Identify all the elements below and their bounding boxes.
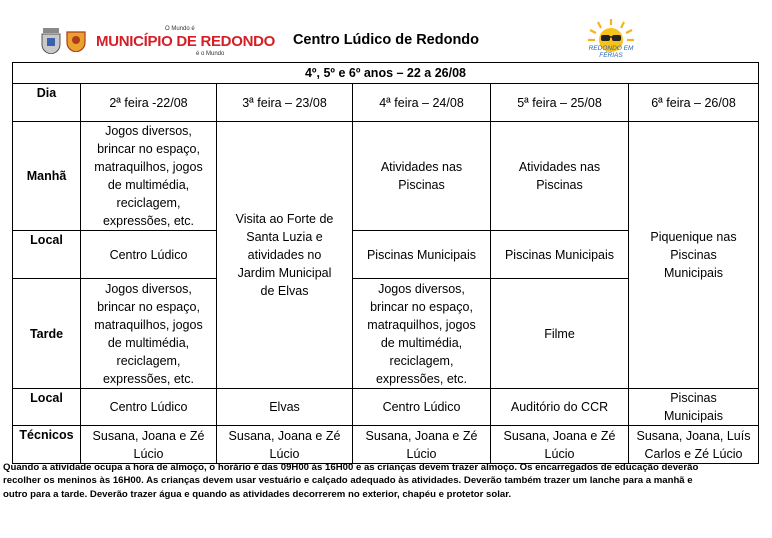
footer-line: outro para a tarde. Deverão trazer água e quando as atividades decorrerem no exterior, chapéu e protetor solar. — [3, 488, 512, 500]
cell-local-tarde-ter: Elvas — [217, 389, 353, 426]
logo-tagline-top: O Mundo é — [165, 26, 195, 32]
cell-manha-qua — [353, 122, 491, 231]
partner-logo-caption: REDONDO EM FÉRIAS — [588, 45, 634, 59]
cell-local-tarde-qua: Centro Lúdico — [353, 389, 491, 426]
cell-line: expressões, etc. — [375, 371, 467, 386]
schedule-table — [12, 62, 759, 464]
cell-line: Susana, Joana e Zé — [503, 428, 616, 443]
table-row — [13, 426, 759, 464]
row-label-tecnicos: Técnicos — [13, 426, 81, 464]
cell-line: Piscinas — [536, 178, 583, 192]
cell-line: Jardim Municipal — [237, 266, 332, 280]
cell-line: Atividades nas — [380, 160, 463, 174]
cell-line: Lúcio — [406, 446, 437, 461]
page-title: Centro Lúdico de Redondo — [292, 32, 480, 48]
cell-line: matraquilhos, jogos — [94, 160, 203, 174]
dia-header: Dia — [13, 84, 81, 122]
row-label-local: Local — [13, 389, 81, 426]
day-header: 6ª feira – 26/08 — [629, 84, 759, 122]
cell-tecnicos-ter — [217, 426, 353, 464]
cell-line: reciclagem, — [389, 353, 454, 368]
page-header — [0, 0, 772, 62]
cell-line: reciclagem, — [116, 196, 181, 210]
row-label-local: Local — [13, 231, 81, 279]
table-row — [13, 84, 759, 122]
cell-local-qua: Piscinas Municipais — [353, 231, 491, 279]
footer-notes — [3, 461, 769, 501]
cell-line: Susana, Joana e Zé — [365, 428, 478, 443]
cell-line: Carlos e Zé Lúcio — [644, 446, 743, 461]
cell-line: expressões, etc. — [102, 371, 194, 386]
cell-line: Lúcio — [269, 446, 300, 461]
cell-line: Piscinas — [670, 248, 717, 262]
cell-line: Municipais — [663, 266, 724, 280]
day-header: 3ª feira – 23/08 — [217, 84, 353, 122]
cell-line: Lúcio — [544, 446, 575, 461]
cell-manha-qui — [491, 122, 629, 231]
cell-ter-full — [217, 122, 353, 389]
cell-line: Atividades nas — [518, 160, 601, 174]
cell-line: Municipais — [663, 409, 724, 423]
cell-line: Susana, Joana e Zé — [92, 428, 205, 443]
cell-line: Jogos diversos, — [105, 281, 192, 296]
cell-manha-seg — [81, 122, 217, 231]
cell-line: de multimédia, — [107, 178, 190, 192]
cell-tecnicos-qui — [491, 426, 629, 464]
cell-local-tarde-sex — [629, 389, 759, 426]
cell-line: Jogos diversos, — [378, 281, 465, 296]
cell-line: Piquenique nas — [650, 230, 737, 244]
week-title: 4º, 5º e 6º anos – 22 a 26/08 — [13, 63, 759, 84]
cell-line: matraquilhos, jogos — [94, 317, 203, 332]
footer-line: recolher os meninos às 16H00. As crianças devem usar vestuário e calçado adequado às atividades. Deverão também trazer um lanche para a manhã e — [3, 475, 693, 487]
cell-local-tarde-seg: Centro Lúdico — [81, 389, 217, 426]
cell-sex-full — [629, 122, 759, 389]
table-row — [13, 389, 759, 426]
cell-tarde-seg — [81, 279, 217, 389]
cell-line: atividades no — [247, 248, 322, 262]
cell-line: Susana, Joana e Zé — [228, 428, 341, 443]
table-row — [13, 63, 759, 84]
cell-tecnicos-seg — [81, 426, 217, 464]
cell-line: de multimédia, — [107, 335, 190, 350]
footer-line: Quando a atividade ocupa a hora de almoço, o horário é das 09H00 às 16H00 e as crianças devem trazer almoço. Os encarregados de educação deverão — [3, 462, 699, 473]
cell-line: Jogos diversos, — [105, 124, 192, 138]
cell-line: brincar no espaço, — [97, 299, 200, 314]
cell-line: brincar no espaço, — [97, 142, 200, 156]
cell-line: Visita ao Forte de — [235, 212, 334, 226]
cell-line: brincar no espaço, — [370, 299, 473, 314]
municipality-logo-text: MUNICÍPIO DE REDONDO — [96, 33, 276, 50]
row-label-manha: Manhã — [13, 122, 81, 231]
table-row — [13, 122, 759, 231]
cell-tarde-qua — [353, 279, 491, 389]
cell-line: de multimédia, — [380, 335, 463, 350]
cell-line: Piscinas — [670, 391, 717, 405]
cell-line: Piscinas — [398, 178, 445, 192]
cell-line: Lúcio — [133, 446, 164, 461]
cell-local-seg: Centro Lúdico — [81, 231, 217, 279]
cell-local-tarde-qui: Auditório do CCR — [491, 389, 629, 426]
cell-local-qui: Piscinas Municipais — [491, 231, 629, 279]
cell-tecnicos-qua — [353, 426, 491, 464]
day-header: 4ª feira – 24/08 — [353, 84, 491, 122]
cell-line: reciclagem, — [116, 353, 181, 368]
cell-line: de Elvas — [260, 284, 309, 298]
cell-line: matraquilhos, jogos — [367, 317, 476, 332]
cell-tarde-qui: Filme — [491, 279, 629, 389]
row-label-tarde: Tarde — [13, 279, 81, 389]
cell-tecnicos-sex — [629, 426, 759, 464]
logo-tagline-bottom: é o Mundo — [196, 51, 225, 57]
day-header: 5ª feira – 25/08 — [491, 84, 629, 122]
cell-line: Susana, Joana, Luís — [636, 428, 751, 443]
day-header: 2ª feira -22/08 — [81, 84, 217, 122]
cell-line: expressões, etc. — [102, 214, 194, 228]
cell-line: Santa Luzia e — [246, 230, 323, 244]
